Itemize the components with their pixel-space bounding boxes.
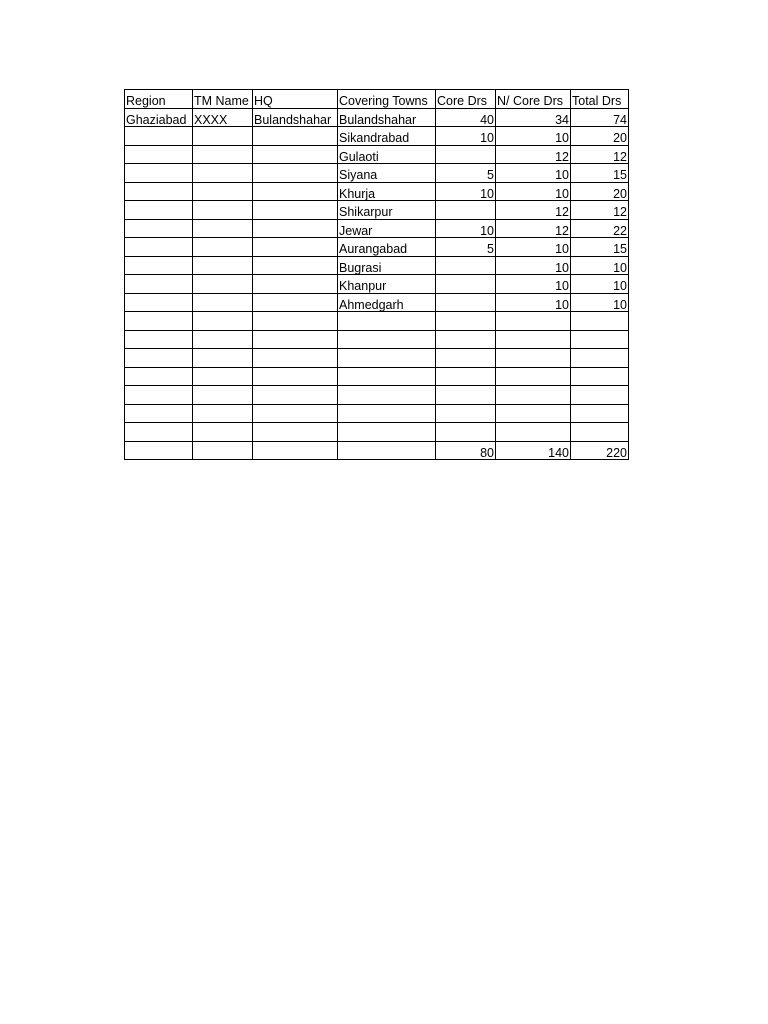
- cell-hq: [253, 164, 338, 183]
- cell-total-drs: 10: [571, 256, 629, 275]
- cell-tm-name: [193, 256, 253, 275]
- total-cell-total-drs: 220: [571, 441, 629, 460]
- cell-core-drs: 5: [436, 238, 496, 257]
- cell-core-drs: 10: [436, 182, 496, 201]
- cell-region: [125, 349, 193, 368]
- cell-core-drs: [436, 256, 496, 275]
- cell-total-drs: 15: [571, 238, 629, 257]
- cell-total-drs: 74: [571, 108, 629, 127]
- cell-region: [125, 404, 193, 423]
- cell-non-core-drs: 10: [496, 238, 571, 257]
- cell-non-core-drs: [496, 404, 571, 423]
- table-row: [125, 127, 629, 146]
- cell-region: [125, 423, 193, 442]
- cell-total-drs: 20: [571, 182, 629, 201]
- table-row: [125, 386, 629, 405]
- cell-covering-town: [338, 349, 436, 368]
- table-row: [125, 201, 629, 220]
- cell-tm-name: [193, 238, 253, 257]
- doctor-coverage-table: [124, 89, 629, 460]
- cell-non-core-drs: [496, 386, 571, 405]
- cell-hq: [253, 404, 338, 423]
- cell-total-drs: [571, 423, 629, 442]
- cell-hq: [253, 367, 338, 386]
- cell-region: [125, 182, 193, 201]
- cell-total-drs: [571, 349, 629, 368]
- cell-tm-name: [193, 275, 253, 294]
- total-cell-tm-name: [193, 441, 253, 460]
- cell-covering-town: Aurangabad: [338, 238, 436, 257]
- cell-non-core-drs: 10: [496, 127, 571, 146]
- cell-covering-town: [338, 404, 436, 423]
- cell-hq: [253, 256, 338, 275]
- table-row: [125, 349, 629, 368]
- cell-covering-town: Khurja: [338, 182, 436, 201]
- totals-row: [125, 441, 629, 460]
- cell-hq: [253, 219, 338, 238]
- cell-covering-town: Jewar: [338, 219, 436, 238]
- cell-covering-town: Bugrasi: [338, 256, 436, 275]
- cell-region: [125, 256, 193, 275]
- cell-non-core-drs: [496, 312, 571, 331]
- cell-total-drs: 22: [571, 219, 629, 238]
- cell-region: [125, 367, 193, 386]
- cell-covering-town: Gulaoti: [338, 145, 436, 164]
- total-cell-core-drs: 80: [436, 441, 496, 460]
- table-row: [125, 238, 629, 257]
- cell-tm-name: [193, 293, 253, 312]
- cell-region: [125, 127, 193, 146]
- cell-non-core-drs: [496, 330, 571, 349]
- cell-tm-name: XXXX: [193, 108, 253, 127]
- total-cell-covering-town: [338, 441, 436, 460]
- cell-core-drs: [436, 201, 496, 220]
- header-cell-total-drs: Total Drs: [571, 90, 629, 109]
- cell-core-drs: [436, 386, 496, 405]
- cell-region: [125, 330, 193, 349]
- cell-covering-town: [338, 386, 436, 405]
- cell-covering-town: Ahmedgarh: [338, 293, 436, 312]
- cell-covering-town: Sikandrabad: [338, 127, 436, 146]
- cell-core-drs: [436, 330, 496, 349]
- cell-core-drs: 10: [436, 219, 496, 238]
- cell-non-core-drs: 10: [496, 256, 571, 275]
- cell-region: Ghaziabad: [125, 108, 193, 127]
- cell-total-drs: 15: [571, 164, 629, 183]
- cell-core-drs: [436, 423, 496, 442]
- cell-covering-town: [338, 367, 436, 386]
- cell-non-core-drs: 10: [496, 275, 571, 294]
- cell-hq: [253, 238, 338, 257]
- cell-core-drs: 10: [436, 127, 496, 146]
- table-row: [125, 164, 629, 183]
- cell-tm-name: [193, 404, 253, 423]
- cell-non-core-drs: 34: [496, 108, 571, 127]
- cell-non-core-drs: 12: [496, 201, 571, 220]
- cell-total-drs: 20: [571, 127, 629, 146]
- cell-tm-name: [193, 145, 253, 164]
- cell-non-core-drs: 10: [496, 293, 571, 312]
- header-cell-tm-name: TM Name: [193, 90, 253, 109]
- cell-tm-name: [193, 312, 253, 331]
- cell-non-core-drs: 12: [496, 145, 571, 164]
- cell-tm-name: [193, 201, 253, 220]
- cell-tm-name: [193, 127, 253, 146]
- cell-core-drs: 5: [436, 164, 496, 183]
- cell-total-drs: [571, 312, 629, 331]
- cell-core-drs: [436, 275, 496, 294]
- cell-core-drs: [436, 145, 496, 164]
- table-row: [125, 330, 629, 349]
- cell-covering-town: [338, 330, 436, 349]
- cell-covering-town: Bulandshahar: [338, 108, 436, 127]
- table-row: [125, 423, 629, 442]
- cell-hq: [253, 330, 338, 349]
- cell-hq: Bulandshahar: [253, 108, 338, 127]
- header-row: [125, 90, 629, 109]
- cell-non-core-drs: 10: [496, 164, 571, 183]
- cell-total-drs: 10: [571, 275, 629, 294]
- table-row: [125, 182, 629, 201]
- cell-total-drs: [571, 367, 629, 386]
- cell-region: [125, 164, 193, 183]
- cell-tm-name: [193, 423, 253, 442]
- total-cell-hq: [253, 441, 338, 460]
- cell-region: [125, 238, 193, 257]
- table-row: [125, 256, 629, 275]
- cell-hq: [253, 275, 338, 294]
- cell-core-drs: [436, 367, 496, 386]
- cell-non-core-drs: 10: [496, 182, 571, 201]
- cell-tm-name: [193, 182, 253, 201]
- cell-total-drs: 10: [571, 293, 629, 312]
- cell-core-drs: 40: [436, 108, 496, 127]
- cell-non-core-drs: [496, 423, 571, 442]
- cell-region: [125, 386, 193, 405]
- table-row: [125, 275, 629, 294]
- table-row: [125, 312, 629, 331]
- cell-core-drs: [436, 293, 496, 312]
- cell-covering-town: [338, 423, 436, 442]
- cell-core-drs: [436, 349, 496, 368]
- cell-hq: [253, 423, 338, 442]
- cell-tm-name: [193, 164, 253, 183]
- cell-region: [125, 219, 193, 238]
- header-cell-non-core-drs: N/ Core Drs: [496, 90, 571, 109]
- cell-tm-name: [193, 349, 253, 368]
- header-cell-covering-towns: Covering Towns: [338, 90, 436, 109]
- header-cell-hq: HQ: [253, 90, 338, 109]
- cell-tm-name: [193, 219, 253, 238]
- cell-hq: [253, 182, 338, 201]
- cell-hq: [253, 312, 338, 331]
- total-cell-region: [125, 441, 193, 460]
- cell-covering-town: Siyana: [338, 164, 436, 183]
- cell-covering-town: Khanpur: [338, 275, 436, 294]
- cell-tm-name: [193, 367, 253, 386]
- cell-total-drs: [571, 330, 629, 349]
- table-row: [125, 219, 629, 238]
- cell-hq: [253, 386, 338, 405]
- cell-hq: [253, 349, 338, 368]
- table-row: [125, 108, 629, 127]
- cell-region: [125, 312, 193, 331]
- cell-non-core-drs: [496, 349, 571, 368]
- total-cell-non-core-drs: 140: [496, 441, 571, 460]
- cell-core-drs: [436, 312, 496, 331]
- cell-covering-town: [338, 312, 436, 331]
- cell-hq: [253, 293, 338, 312]
- cell-core-drs: [436, 404, 496, 423]
- cell-non-core-drs: [496, 367, 571, 386]
- table-row: [125, 145, 629, 164]
- cell-tm-name: [193, 386, 253, 405]
- cell-non-core-drs: 12: [496, 219, 571, 238]
- cell-total-drs: [571, 386, 629, 405]
- cell-total-drs: [571, 404, 629, 423]
- cell-hq: [253, 127, 338, 146]
- cell-region: [125, 201, 193, 220]
- cell-tm-name: [193, 330, 253, 349]
- cell-covering-town: Shikarpur: [338, 201, 436, 220]
- cell-region: [125, 145, 193, 164]
- cell-total-drs: 12: [571, 201, 629, 220]
- table-row: [125, 367, 629, 386]
- cell-total-drs: 12: [571, 145, 629, 164]
- cell-region: [125, 293, 193, 312]
- cell-hq: [253, 145, 338, 164]
- cell-region: [125, 275, 193, 294]
- table-row: [125, 293, 629, 312]
- table-row: [125, 404, 629, 423]
- header-cell-core-drs: Core Drs: [436, 90, 496, 109]
- cell-hq: [253, 201, 338, 220]
- header-cell-region: Region: [125, 90, 193, 109]
